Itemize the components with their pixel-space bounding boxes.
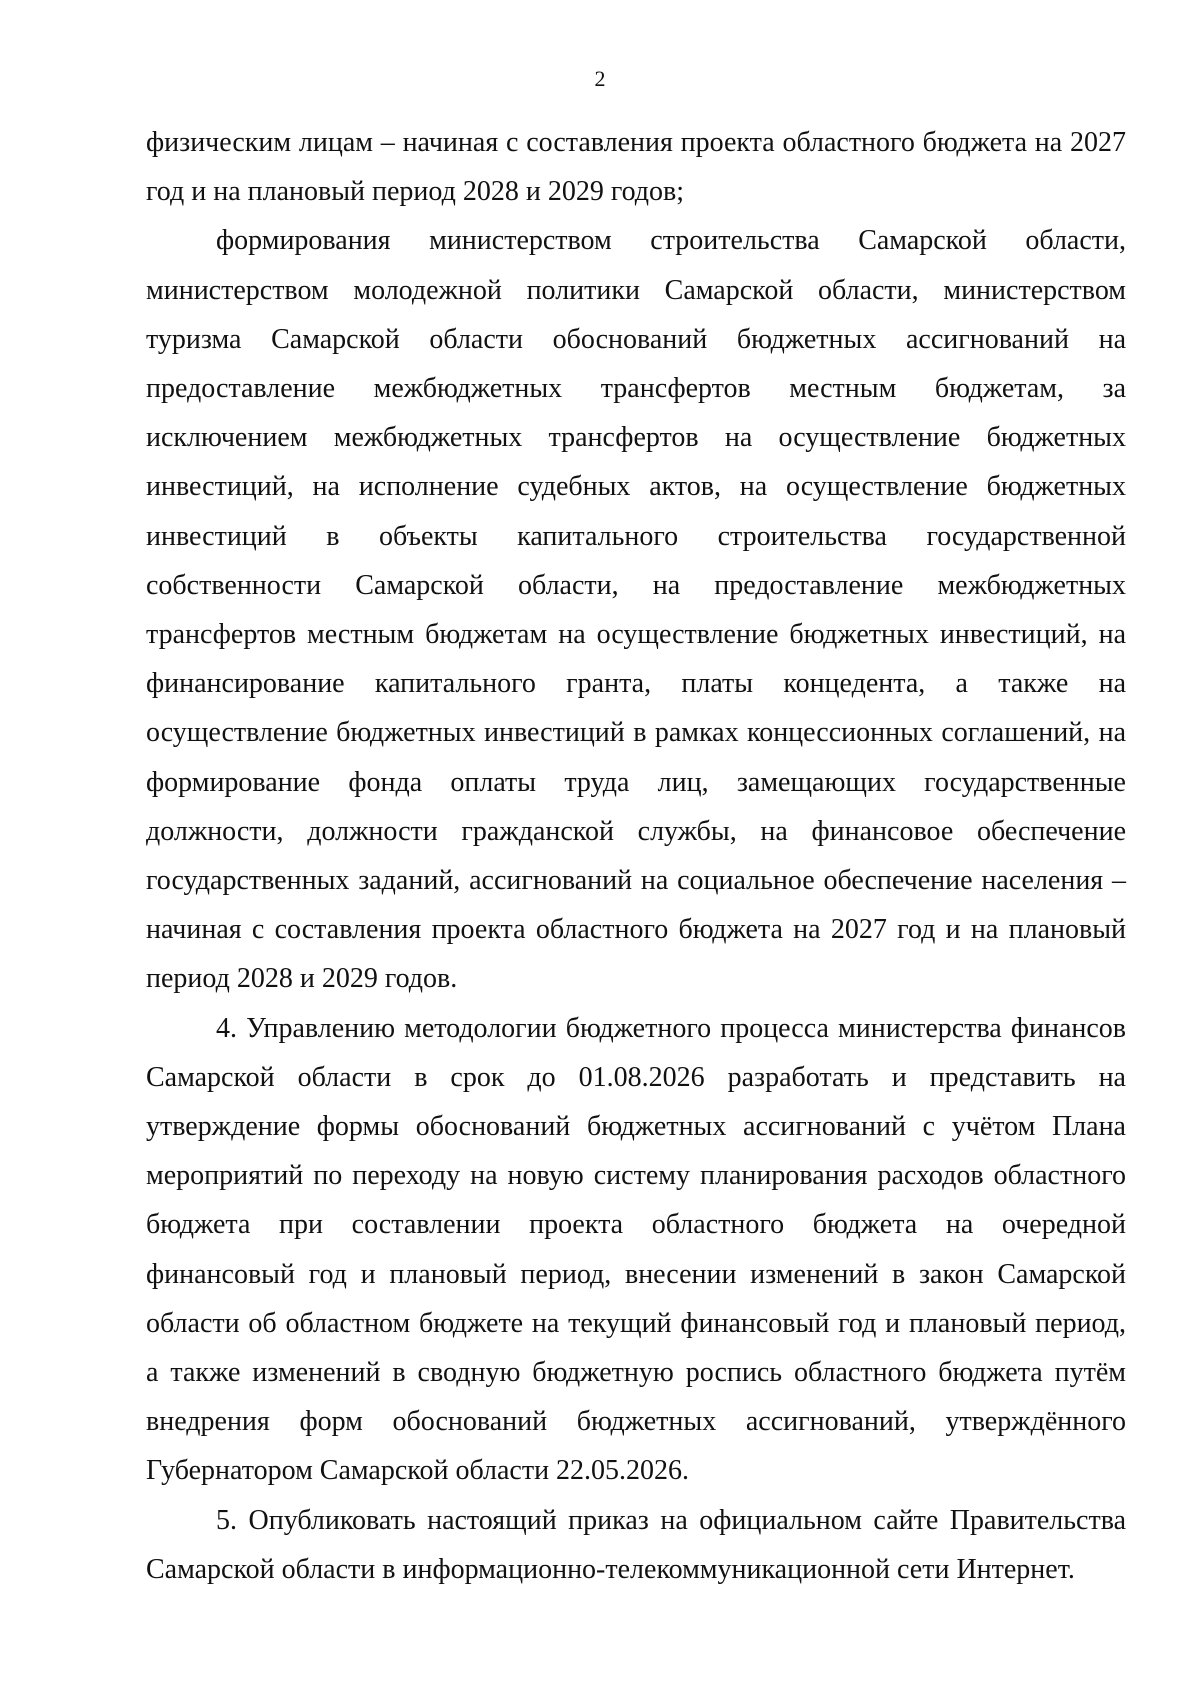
paragraph-item-5: 5. Опубликовать настоящий приказ на официальном сайте Правительства Самарской области в информационно-телекоммуникационной сети Интернет. bbox=[146, 1504, 1126, 1585]
paragraph-formation: формирования министерством строительства Самарской области, министерством молодежной политики Самарской области, министерством туризма Самарской области обоснований бюджетных ассигнований на предоставление межбюджетных трансфертов местным бюджетам, за исключением межбюджетных трансфертов на осуществление бюджетных инвестиций, на исполнение судебных актов, на осуществление бюджетных инвестиций в объекты капитального строительства государственной собственности Самарской области, на предоставление межбюджетных трансфертов местным бюджетам на осуществление бюджетных инвестиций, на финансирование капитального гранта, платы концедента, а также на осуществление бюджетных инвестиций в рамках концессионных соглашений, на формирование фонда оплаты труда лиц, замещающих государственные должности, должности гражданской службы, на финансовое обеспечение государственных заданий, ассигнований на социальное обеспечение населения – начиная с составления проекта областного бюджета на 2027 год и на плановый период 2028 и 2029 годов. bbox=[146, 225, 1126, 995]
document-body bbox=[146, 118, 1126, 1594]
paragraph-continuation: физическим лицам – начиная с составления проекта областного бюджета на 2027 год и на плановый период 2028 и 2029 годов; bbox=[146, 127, 1126, 208]
page-number: 2 bbox=[594, 66, 606, 91]
paragraph-item-4: 4. Управлению методологии бюджетного процесса министерства финансов Самарской области в срок до 01.08.2026 разработать и представить на утверждение формы обоснований бюджетных ассигнований с учётом Плана мероприятий по переходу на новую систему планирования расходов областного бюджета при составлении проекта областного бюджета на очередной финансовый год и плановый период, внесении изменений в закон Самарской области об областном бюджете на текущий финансовый год и плановый период, а также изменений в сводную бюджетную роспись областного бюджета путём внедрения форм обоснований бюджетных ассигнований, утверждённого Губернатором Самарской области 22.05.2026. bbox=[146, 1012, 1126, 1487]
